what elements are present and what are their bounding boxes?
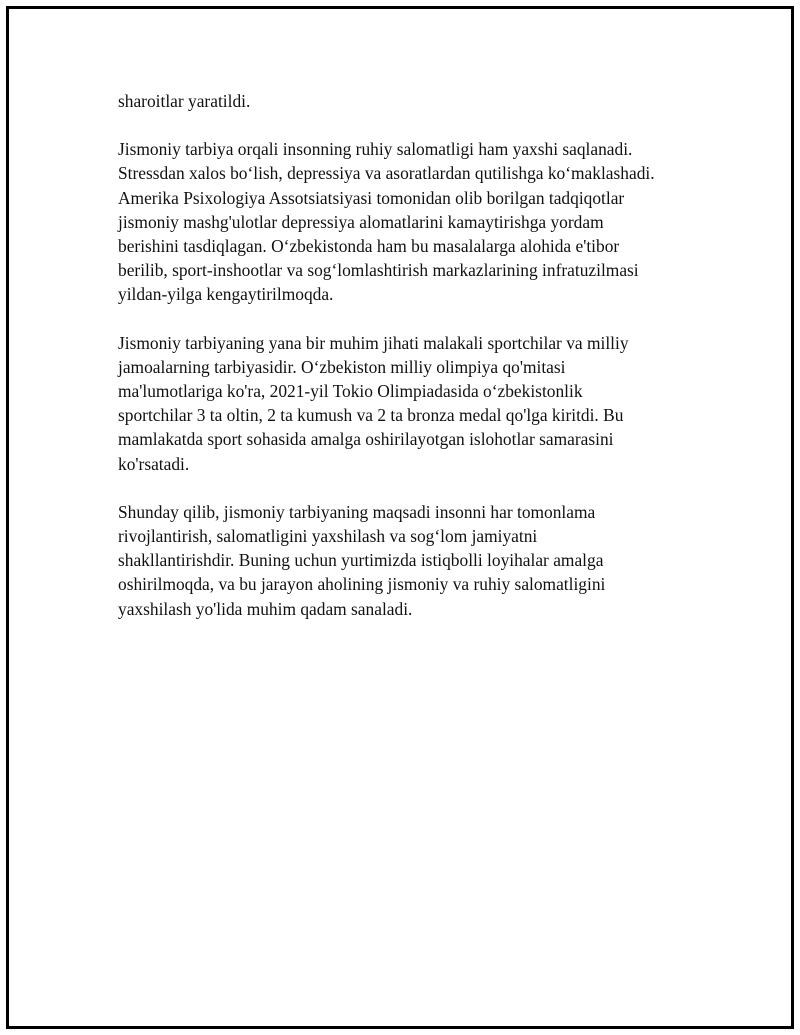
- text-line: mamlakatda sport sohasida amalga oshirilayotgan islohotlar samarasini: [118, 429, 614, 450]
- text-line: oshirilmoqda, va bu jarayon aholining jismoniy va ruhiy salomatligini: [118, 574, 606, 595]
- text-line: Stressdan xalos bo‘lish, depressiya va asoratlardan qutilishga ko‘maklashadi.: [118, 163, 655, 184]
- text-line: berilib, sport-inshootlar va sog‘lomlashtirish markazlarining infratuzilmasi: [118, 260, 639, 281]
- text-line: ko'rsatadi.: [118, 453, 190, 474]
- text-line: sharoitlar yaratildi.: [118, 91, 251, 111]
- text-line: berishini tasdiqlagan. O‘zbekistonda ham bu masalalarga alohida e'tibor: [118, 236, 620, 257]
- text-line: jismoniy mashg'ulotlar depressiya alomatlarini kamaytirishga yordam: [118, 211, 604, 232]
- text-line: sportchilar 3 ta oltin, 2 ta kumush va 2 ta bronza medal qo'lga kiritdi. Bu: [118, 405, 624, 426]
- text-line: Jismoniy tarbiya orqali insonning ruhiy salomatligi ham yaxshi saqlanadi.: [118, 139, 633, 160]
- text-line: shakllantirishdir. Buning uchun yurtimizda istiqbolli loyihalar amalga: [118, 550, 604, 571]
- text-line: jamoalarning tarbiyasidir. O‘zbekiston milliy olimpiya qo'mitasi: [118, 356, 566, 377]
- paragraph-3: [118, 331, 718, 476]
- paragraph-4: [118, 500, 718, 621]
- text-line: ma'lumotlariga ko'ra, 2021-yil Tokio Olimpiadasida o‘zbekistonlik: [118, 381, 583, 402]
- paragraph-2: [118, 137, 718, 306]
- text-line: Jismoniy tarbiyaning yana bir muhim jihati malakali sportchilar va milliy: [118, 332, 629, 353]
- text-line: rivojlantirish, salomatligini yaxshilash va sog‘lom jamiyatni: [118, 526, 538, 547]
- text-line: Shunday qilib, jismoniy tarbiyaning maqsadi insonni har tomonlama: [118, 501, 596, 522]
- document-body: [118, 89, 718, 645]
- text-line: yildan-yilga kengaytirilmoqda.: [118, 284, 334, 305]
- text-line: yaxshilash yo'lida muhim qadam sanaladi.: [118, 598, 413, 619]
- text-line: Amerika Psixologiya Assotsiatsiyasi tomonidan olib borilgan tadqiqotlar: [118, 187, 625, 208]
- paragraph-1: [118, 89, 718, 113]
